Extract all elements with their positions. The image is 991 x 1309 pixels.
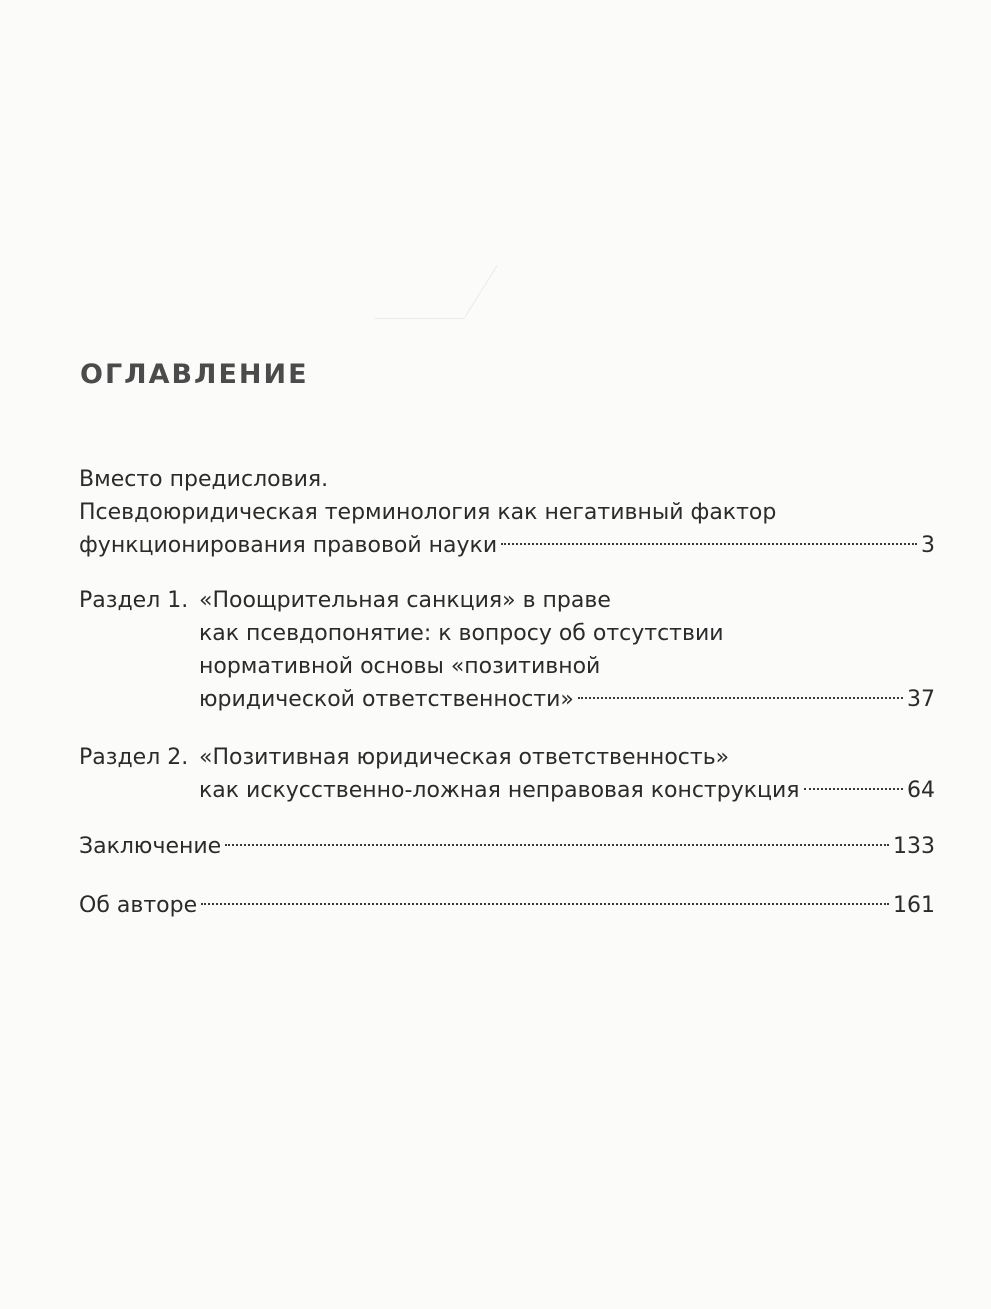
page-number: 37 [907,687,935,712]
toc-entry-line: Псевдоюридическая терминология как негативный фактор [79,500,777,525]
toc-entry-last-row [199,683,935,716]
dot-leader [225,844,889,846]
toc-entry-section-2[interactable] [79,741,935,807]
toc-entry-line: «Поощрительная санкция» в праве [199,588,611,613]
page-number: 64 [907,778,935,803]
toc-entry-last-row [79,830,935,863]
toc-entry-last-row [199,774,935,807]
toc-entry-section-1[interactable] [79,584,935,716]
page-title: ОГЛАВЛЕНИЕ [80,359,309,390]
toc-entry-line: Об авторе [79,893,198,918]
scan-mark [375,318,465,319]
section-body [199,741,935,807]
section-body [199,584,935,716]
toc-entry-line: нормативной основы «позитивной [199,654,601,679]
toc-entry-about-author[interactable] [79,889,935,922]
toc-entry-conclusion[interactable] [79,830,935,863]
toc-entry-last-row [79,889,935,922]
section-label: Раздел 1. [79,588,189,613]
dot-leader [804,788,903,790]
dot-leader [578,697,903,699]
toc-entry-line: функционирования правовой науки [79,533,498,558]
dot-leader [501,543,917,545]
toc-entry-line: как псевдопонятие: к вопросу об отсутствии [199,621,724,646]
toc-entry-line: как искусственно-ложная неправовая конструкция [199,778,800,803]
toc-entry-line: «Позитивная юридическая ответственность» [199,745,730,770]
section-label: Раздел 2. [79,745,189,770]
toc-entry-line: Вместо предисловия. [79,467,329,492]
page-number: 133 [893,834,935,859]
toc-entry-line: Заключение [79,834,222,859]
page-number: 3 [921,533,935,558]
toc-entry-last-row [79,529,935,562]
table-of-contents [79,463,935,922]
dot-leader [201,903,889,905]
toc-entry-preface[interactable] [79,463,935,562]
page-number: 161 [893,893,935,918]
toc-entry-line: юридической ответственности» [199,687,574,712]
scan-mark [465,265,498,316]
